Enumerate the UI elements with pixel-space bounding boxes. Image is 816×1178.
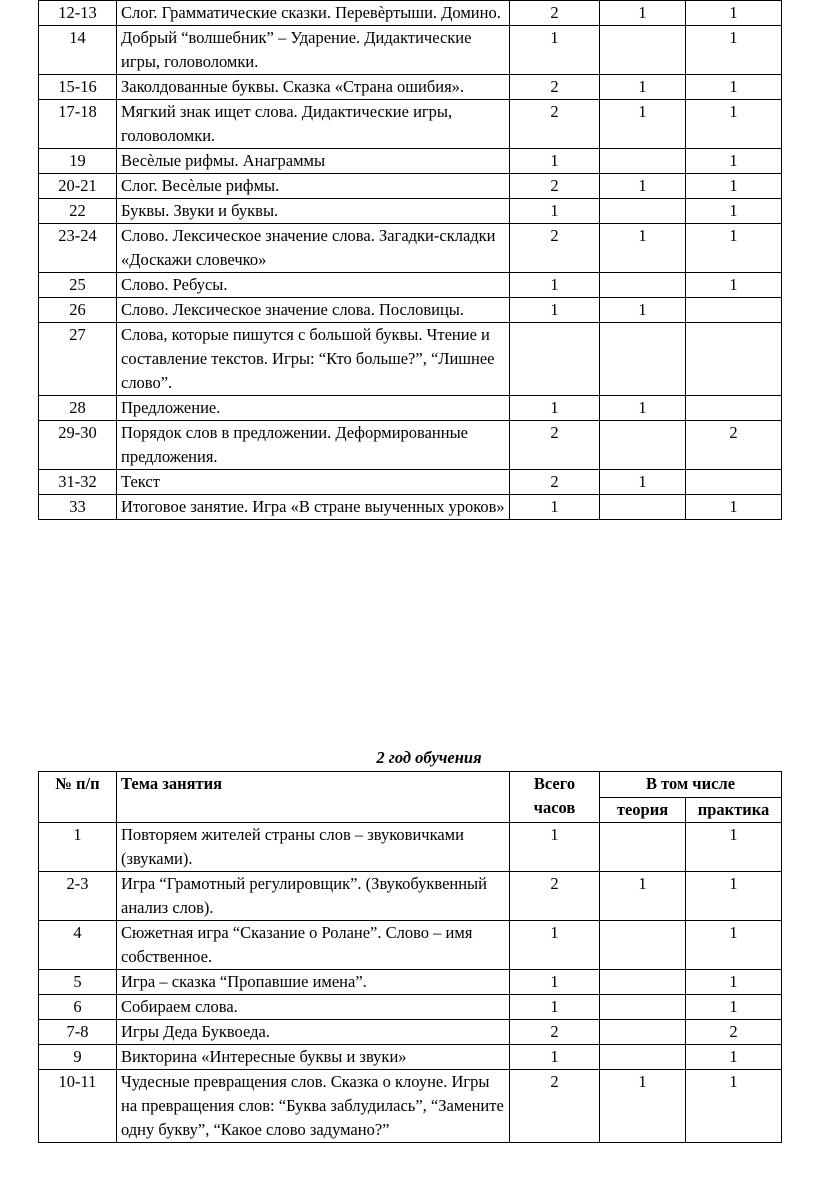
cell-practice: 1 (686, 224, 782, 273)
cell-number: 7-8 (39, 1020, 117, 1045)
table-row (39, 323, 782, 396)
cell-theory: 1 (600, 100, 686, 149)
table-row (39, 26, 782, 75)
cell-number: 20-21 (39, 174, 117, 199)
cell-topic: Игры Деда Буквоеда. (117, 1020, 510, 1045)
table-row (39, 174, 782, 199)
table-row (39, 1020, 782, 1045)
cell-practice: 1 (686, 1070, 782, 1143)
cell-total: 1 (510, 396, 600, 421)
cell-practice: 1 (686, 75, 782, 100)
table-row (39, 421, 782, 470)
cell-topic: Заколдованные буквы. Сказка «Страна ошибия». (117, 75, 510, 100)
cell-theory (600, 273, 686, 298)
header-number: № п/п (39, 772, 117, 823)
cell-theory (600, 323, 686, 396)
cell-total: 1 (510, 970, 600, 995)
cell-topic: Чудесные превращения слов. Сказка о клоуне. Игры на превращения слов: “Буква заблудилась”, “Замените одну букву”, “Какое слово задумано?” (117, 1070, 510, 1143)
cell-theory (600, 199, 686, 224)
table-row (39, 298, 782, 323)
lesson-table-year1-body (39, 1, 782, 520)
section-caption: 2 год обучения (376, 748, 482, 767)
cell-total: 2 (510, 872, 600, 921)
cell-number: 19 (39, 149, 117, 174)
cell-practice: 1 (686, 872, 782, 921)
cell-topic: Буквы. Звуки и буквы. (117, 199, 510, 224)
cell-number: 22 (39, 199, 117, 224)
cell-practice: 1 (686, 823, 782, 872)
cell-practice: 1 (686, 921, 782, 970)
cell-number: 23-24 (39, 224, 117, 273)
cell-theory: 1 (600, 224, 686, 273)
cell-practice: 1 (686, 970, 782, 995)
cell-topic: Итоговое занятие. Игра «В стране выученных уроков» (117, 495, 510, 520)
cell-topic: Викторина «Интересные буквы и звуки» (117, 1045, 510, 1070)
cell-practice: 1 (686, 1, 782, 26)
cell-practice: 2 (686, 1020, 782, 1045)
cell-number: 1 (39, 823, 117, 872)
header-practice: практика (686, 798, 782, 823)
cell-theory: 1 (600, 298, 686, 323)
cell-number: 27 (39, 323, 117, 396)
table-row (39, 872, 782, 921)
cell-number: 15-16 (39, 75, 117, 100)
table-row (39, 1070, 782, 1143)
cell-practice: 1 (686, 273, 782, 298)
cell-total: 2 (510, 75, 600, 100)
cell-theory (600, 995, 686, 1020)
cell-practice: 1 (686, 149, 782, 174)
cell-topic: Слово. Лексическое значение слова. Загадки-складки «Доскажи словечко» (117, 224, 510, 273)
table-row (39, 396, 782, 421)
table-row (39, 1, 782, 26)
table-row (39, 149, 782, 174)
cell-number: 28 (39, 396, 117, 421)
cell-practice (686, 323, 782, 396)
cell-practice: 1 (686, 995, 782, 1020)
cell-theory: 1 (600, 75, 686, 100)
cell-topic: Мягкий знак ищет слова. Дидактические игры, головоломки. (117, 100, 510, 149)
cell-topic: Порядок слов в предложении. Деформированные предложения. (117, 421, 510, 470)
cell-total: 1 (510, 1045, 600, 1070)
cell-practice: 1 (686, 174, 782, 199)
cell-number: 25 (39, 273, 117, 298)
cell-number: 14 (39, 26, 117, 75)
cell-total: 2 (510, 100, 600, 149)
cell-total: 1 (510, 921, 600, 970)
cell-practice: 1 (686, 1045, 782, 1070)
cell-topic: Собираем слова. (117, 995, 510, 1020)
header-total (510, 772, 600, 823)
cell-total: 1 (510, 26, 600, 75)
cell-total: 1 (510, 495, 600, 520)
header-total-line1: Всего (533, 774, 576, 793)
cell-number: 29-30 (39, 421, 117, 470)
table-row (39, 224, 782, 273)
cell-number: 4 (39, 921, 117, 970)
header-theory: теория (600, 798, 686, 823)
cell-theory: 1 (600, 1070, 686, 1143)
cell-number: 10-11 (39, 1070, 117, 1143)
cell-theory (600, 921, 686, 970)
cell-number: 2-3 (39, 872, 117, 921)
cell-number: 12-13 (39, 1, 117, 26)
header-group: В том числе (600, 772, 782, 798)
cell-practice: 1 (686, 26, 782, 75)
cell-practice: 1 (686, 100, 782, 149)
cell-theory (600, 495, 686, 520)
table-row (39, 100, 782, 149)
cell-topic: Игра – сказка “Пропавшие имена”. (117, 970, 510, 995)
cell-total: 2 (510, 1070, 600, 1143)
table-row (39, 199, 782, 224)
cell-total: 1 (510, 995, 600, 1020)
cell-topic: Слог. Весѐлые рифмы. (117, 174, 510, 199)
cell-number: 5 (39, 970, 117, 995)
cell-theory: 1 (600, 396, 686, 421)
cell-total: 2 (510, 421, 600, 470)
cell-total: 2 (510, 470, 600, 495)
cell-theory (600, 421, 686, 470)
cell-theory (600, 823, 686, 872)
cell-practice: 2 (686, 421, 782, 470)
header-topic: Тема занятия (117, 772, 510, 823)
header-total-line2: часов (533, 798, 576, 817)
cell-theory: 1 (600, 1, 686, 26)
cell-practice: 1 (686, 495, 782, 520)
cell-practice (686, 470, 782, 495)
cell-topic: Повторяем жителей страны слов – звуковичками (звуками). (117, 823, 510, 872)
cell-theory (600, 970, 686, 995)
cell-theory (600, 26, 686, 75)
table-row (39, 470, 782, 495)
cell-number: 33 (39, 495, 117, 520)
cell-number: 9 (39, 1045, 117, 1070)
table-row (39, 75, 782, 100)
cell-topic: Сюжетная игра “Сказание о Ролане”. Слово – имя собственное. (117, 921, 510, 970)
lesson-table-year1 (38, 0, 782, 520)
table-row (39, 921, 782, 970)
cell-number: 6 (39, 995, 117, 1020)
cell-topic: Слово. Лексическое значение слова. Пословицы. (117, 298, 510, 323)
table-row (39, 1045, 782, 1070)
table-row (39, 495, 782, 520)
cell-total: 1 (510, 273, 600, 298)
cell-number: 31-32 (39, 470, 117, 495)
cell-total: 2 (510, 174, 600, 199)
cell-theory: 1 (600, 470, 686, 495)
cell-total: 1 (510, 149, 600, 174)
cell-theory (600, 1045, 686, 1070)
cell-topic: Весѐлые рифмы. Анаграммы (117, 149, 510, 174)
cell-total: 2 (510, 1, 600, 26)
cell-theory (600, 149, 686, 174)
lesson-table-year2-body (39, 823, 782, 1143)
table-row (39, 273, 782, 298)
cell-total: 1 (510, 823, 600, 872)
cell-theory (600, 1020, 686, 1045)
cell-theory: 1 (600, 174, 686, 199)
cell-practice: 1 (686, 199, 782, 224)
cell-total (510, 323, 600, 396)
cell-theory: 1 (600, 872, 686, 921)
cell-total: 2 (510, 1020, 600, 1045)
cell-topic: Игра “Грамотный регулировщик”. (Звукобуквенный анализ слов). (117, 872, 510, 921)
table-row (39, 823, 782, 872)
cell-total: 1 (510, 298, 600, 323)
cell-topic: Слог. Грамматические сказки. Перевѐртыши. Домино. (117, 1, 510, 26)
cell-number: 26 (39, 298, 117, 323)
cell-topic: Слова, которые пишутся с большой буквы. Чтение и составление текстов. Игры: “Кто больше?”, “Лишнее слово”. (117, 323, 510, 396)
cell-practice (686, 298, 782, 323)
cell-total: 2 (510, 224, 600, 273)
table-row (39, 970, 782, 995)
cell-total: 1 (510, 199, 600, 224)
cell-number: 17-18 (39, 100, 117, 149)
cell-topic: Предложение. (117, 396, 510, 421)
table-row (39, 995, 782, 1020)
lesson-table-year2 (38, 771, 782, 1143)
cell-topic: Текст (117, 470, 510, 495)
lesson-table-year2-header (39, 772, 782, 823)
cell-topic: Добрый “волшебник” – Ударение. Дидактические игры, головоломки. (117, 26, 510, 75)
cell-topic: Слово. Ребусы. (117, 273, 510, 298)
cell-practice (686, 396, 782, 421)
